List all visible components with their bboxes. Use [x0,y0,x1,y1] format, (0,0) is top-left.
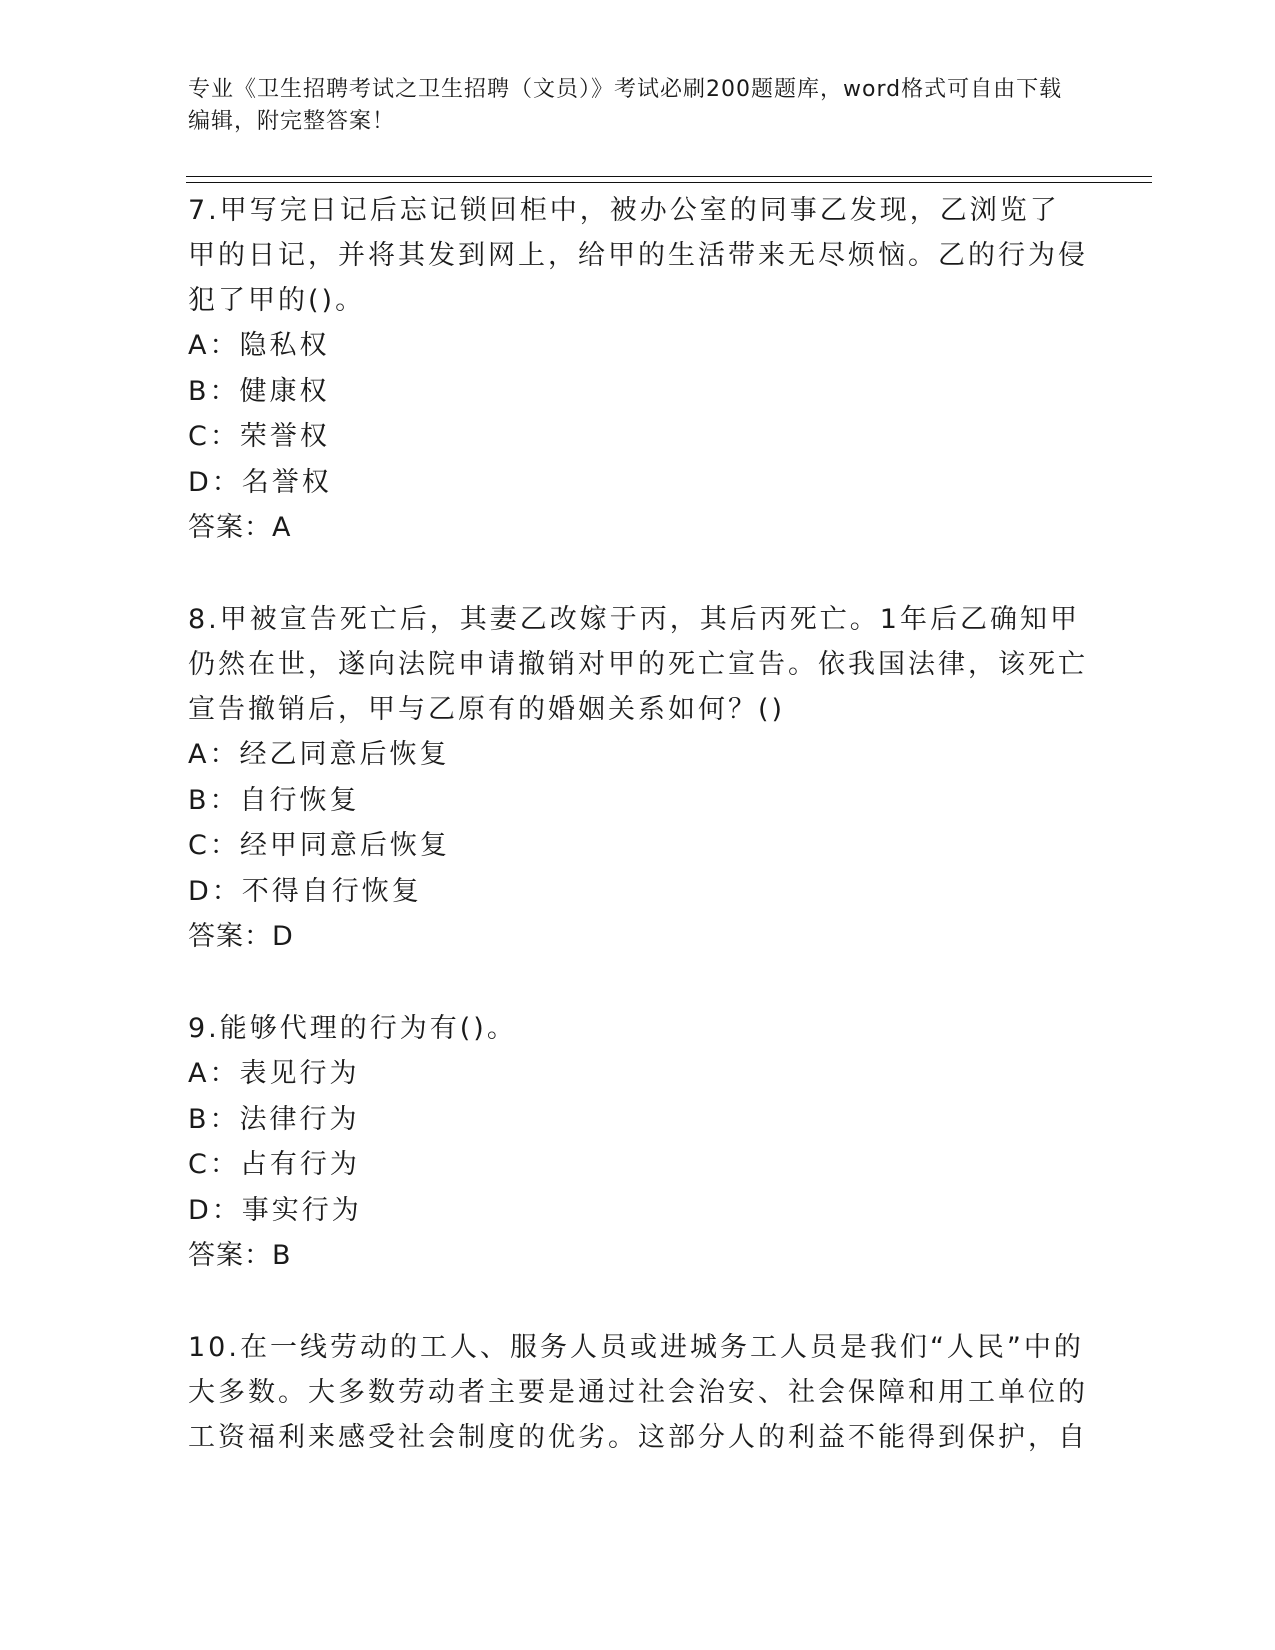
question-10 [188,1325,1088,1460]
option-d: D：名誉权 [188,466,332,498]
question-stem: 10.在一线劳动的工人、服务人员或进城务工人员是我们“人民”中的大多数。大多数劳动者主要是通过社会治安、社会保障和用工单位的工资福利来感受社会制度的优劣。这部分人的利益不能得到保护，自 [188,1332,1088,1453]
question-stem: 7.甲写完日记后忘记锁回柜中，被办公室的同事乙发现，乙浏览了甲的日记，并将其发到网上，给甲的生活带来无尽烦恼。乙的行为侵犯了甲的()。 [188,195,1088,316]
question-stem: 8.甲被宣告死亡后，其妻乙改嫁于丙，其后丙死亡。1年后乙确知甲仍然在世，遂向法院申请撤销对甲的死亡宣告。依我国法律，该死亡宣告撤销后，甲与乙原有的婚姻关系如何？() [188,604,1088,725]
answer-line: 答案：D [188,921,294,952]
option-b: B：自行恢复 [188,784,360,816]
question-9 [188,1006,1088,1279]
option-d: D：不得自行恢复 [188,875,422,907]
option-c: C：占有行为 [188,1149,360,1180]
option-a: A：经乙同意后恢复 [188,739,450,770]
document-header: 专业《卫生招聘考试之卫生招聘（文员）》考试必刷200题题库，word格式可自由下载编辑，附完整答案！ [188,77,1063,134]
question-list [188,188,1088,1506]
option-a: A：表见行为 [188,1058,360,1089]
option-d: D：事实行为 [188,1194,362,1226]
option-c: C：荣誉权 [188,421,330,452]
question-7 [188,188,1088,551]
option-b: B：法律行为 [188,1103,360,1135]
header-rule-top [186,176,1152,177]
option-a: A：隐私权 [188,330,330,361]
answer-line: 答案：B [188,1240,292,1271]
question-stem: 9.能够代理的行为有()。 [188,1013,517,1044]
option-c: C：经甲同意后恢复 [188,830,450,861]
question-8 [188,597,1088,960]
option-b: B：健康权 [188,375,330,407]
answer-line: 答案：A [188,512,292,543]
header-rule-bottom [186,182,1152,183]
